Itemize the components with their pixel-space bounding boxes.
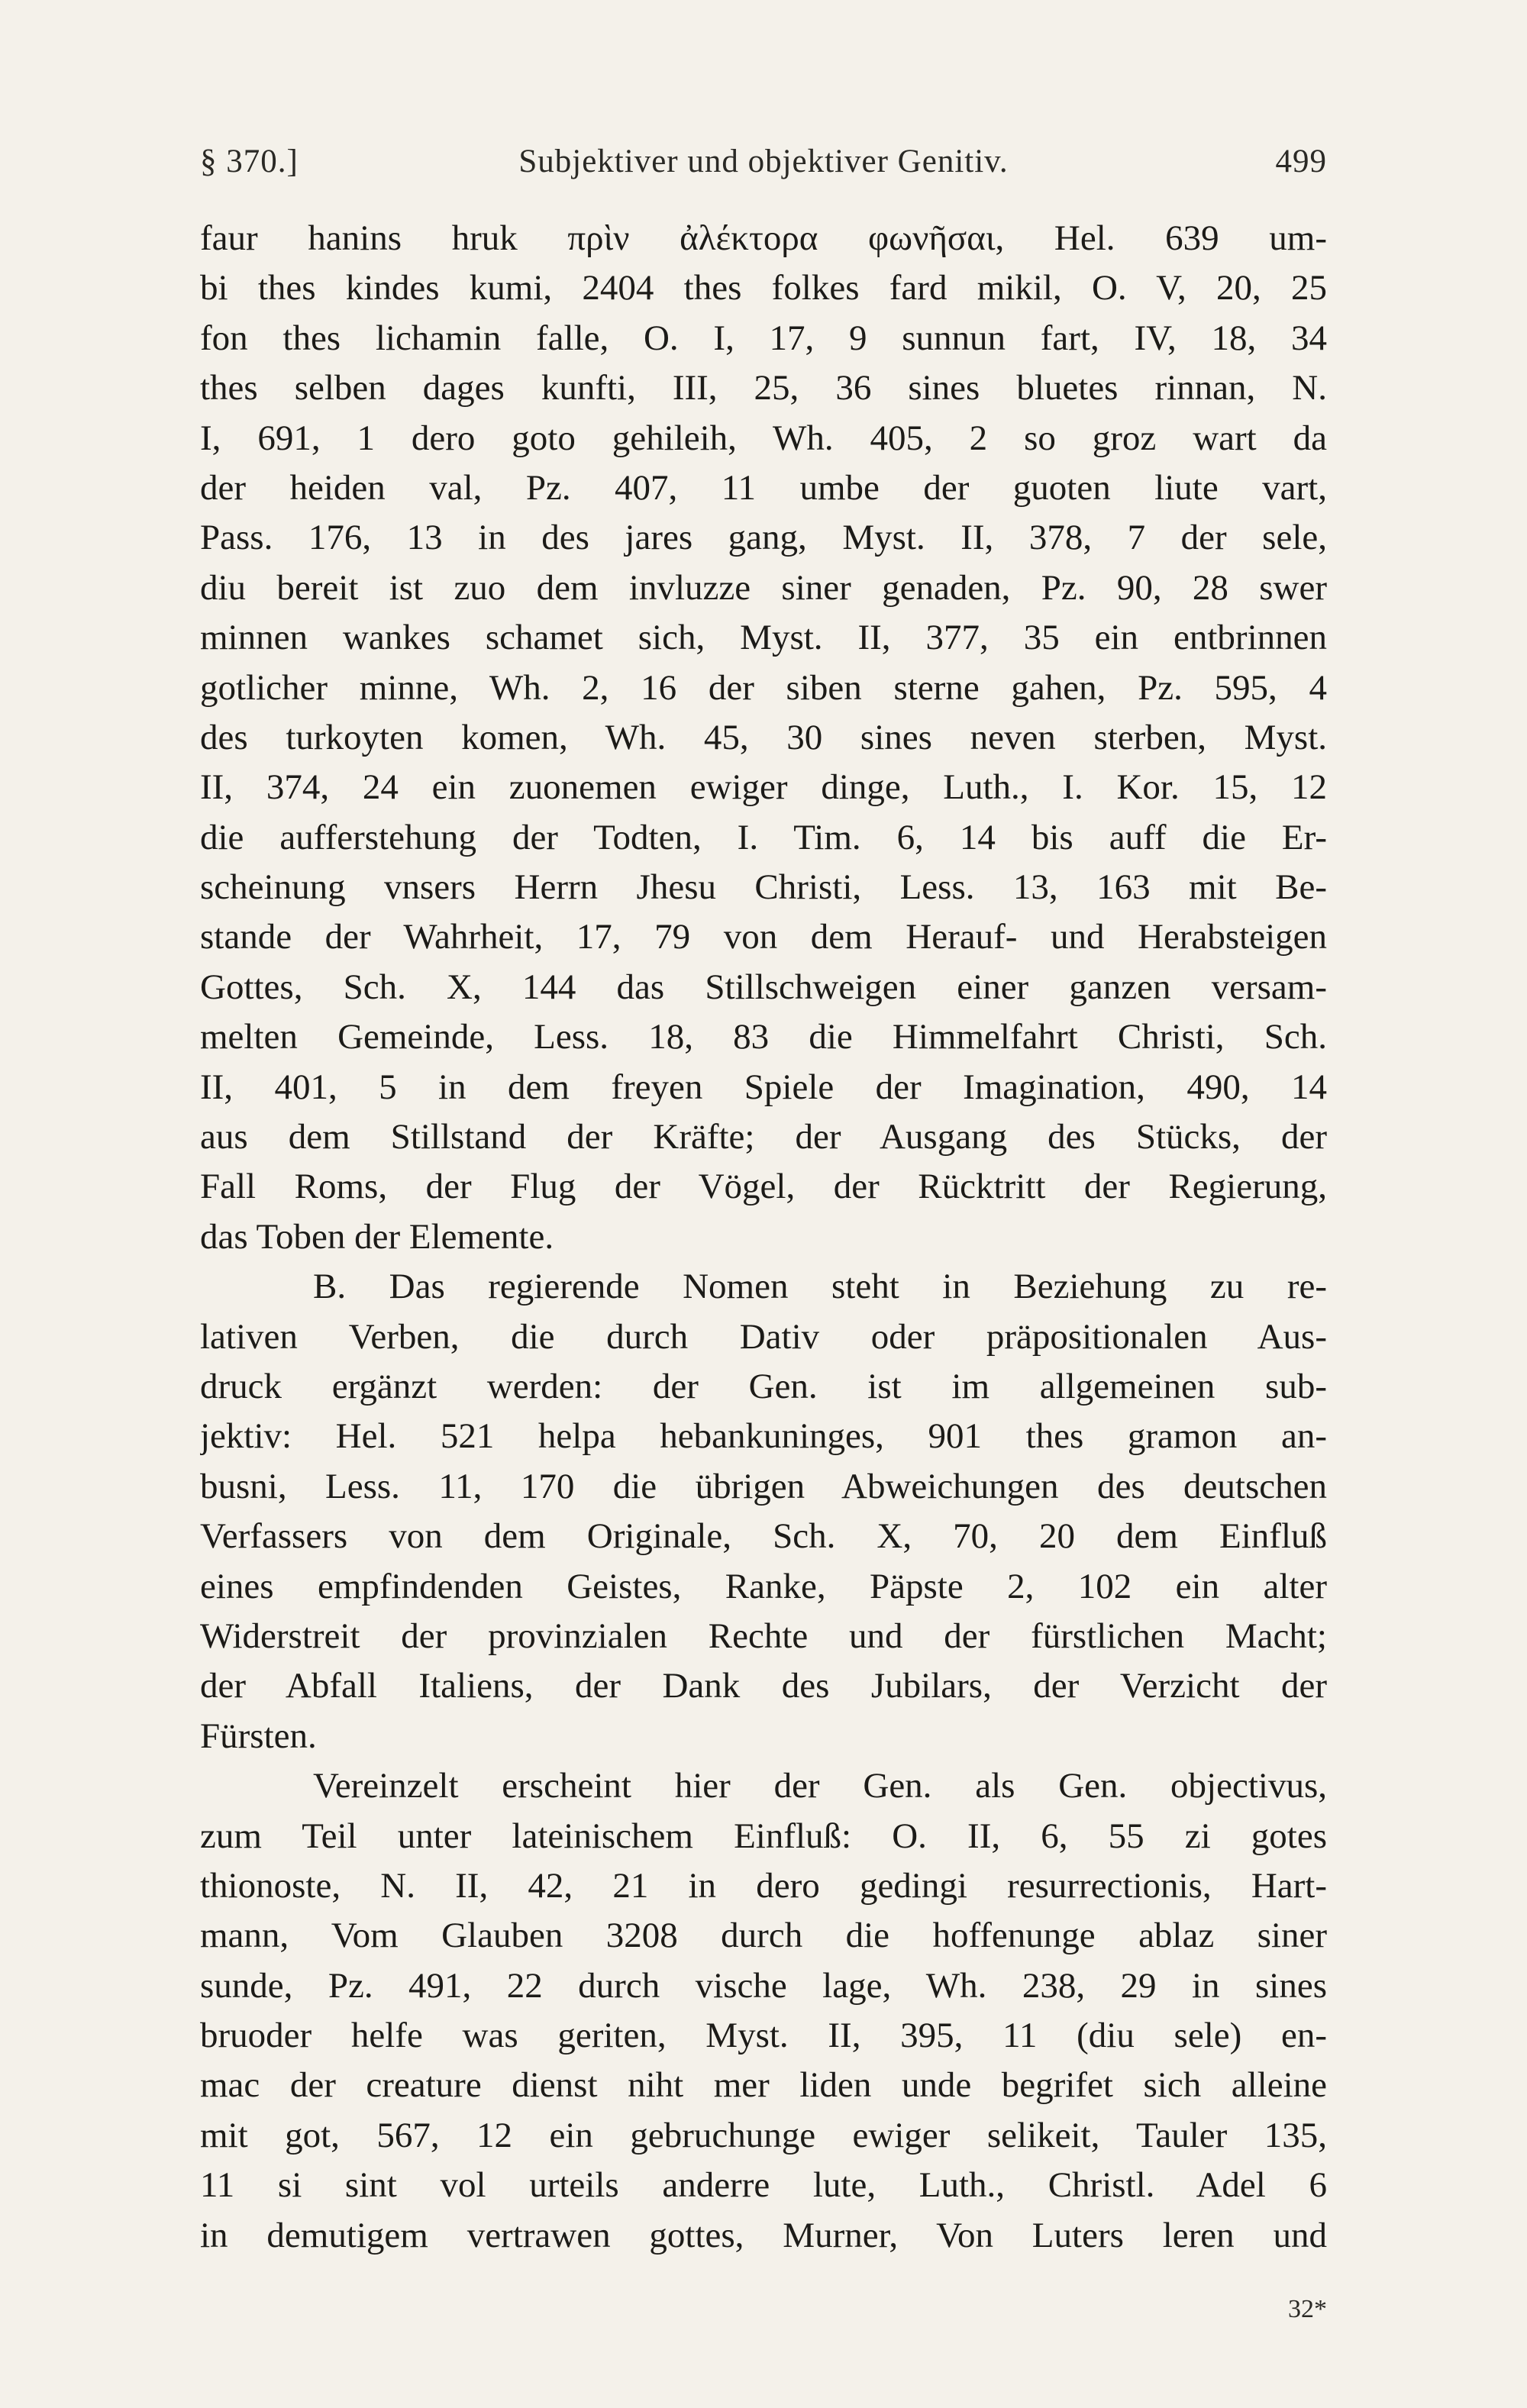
- text-line: mac der creature dienst niht mer liden unde begrifet sich alleine: [200, 2065, 1327, 2106]
- text-line: Fürsten.: [200, 1716, 317, 1756]
- text-line: diu bereit ist zuo dem invluzze siner genaden, Pz. 90, 28 swer: [200, 567, 1327, 608]
- text-line: lativen Verben, die durch Dativ oder präpositionalen Aus-: [200, 1316, 1327, 1357]
- text-line: in demutigem vertrawen gottes, Murner, Von Luters leren und: [200, 2215, 1327, 2255]
- text-line: melten Gemeinde, Less. 18, 83 die Himmelfahrt Christi, Sch.: [200, 1017, 1327, 1057]
- page-number: 499: [1275, 144, 1327, 179]
- text-line: II, 374, 24 ein zuonemen ewiger dinge, Luth., I. Kor. 15, 12: [200, 767, 1327, 808]
- text-line: bruoder helfe was geriten, Myst. II, 395, 11 (diu sele) en-: [200, 2016, 1327, 2056]
- text-line: des turkoyten komen, Wh. 45, 30 sines neven sterben, Myst.: [200, 717, 1327, 757]
- text-line: zum Teil unter lateinischem Einfluß: O. II, 6, 55 zi gotes: [200, 1816, 1327, 1856]
- text-line: Gottes, Sch. X, 144 das Stillschweigen einer ganzen versam-: [200, 967, 1327, 1007]
- text-line: sunde, Pz. 491, 22 durch vische lage, Wh. 238, 29 in sines: [200, 1965, 1327, 2006]
- paragraph-start-line: B. Das regierende Nomen steht in Beziehung zu re-: [313, 1267, 1327, 1307]
- text-line: Pass. 176, 13 in des jares gang, Myst. II, 378, 7 der sele,: [200, 518, 1327, 558]
- text-line: jektiv: Hel. 521 helpa hebankuninges, 901 thes gramon an-: [200, 1416, 1327, 1457]
- text-line: 11 si sint vol urteils anderre lute, Luth., Christl. Adel 6: [200, 2165, 1327, 2206]
- text-line: der heiden val, Pz. 407, 11 umbe der guoten liute vart,: [200, 467, 1327, 508]
- text-line: der Abfall Italiens, der Dank des Jubilars, der Verzicht der: [200, 1666, 1327, 1706]
- signature-mark: 32*: [1288, 2295, 1327, 2323]
- paragraph-start-line: Vereinzelt erscheint hier der Gen. als Gen. objectivus,: [313, 1766, 1327, 1806]
- text-line: gotlicher minne, Wh. 2, 16 der siben sterne gahen, Pz. 595, 4: [200, 667, 1327, 708]
- text-line: I, 691, 1 dero goto gehileih, Wh. 405, 2 so groz wart da: [200, 418, 1327, 458]
- text-line: minnen wankes schamet sich, Myst. II, 377, 35 ein entbrinnen: [200, 618, 1327, 658]
- text-line: aus dem Stillstand der Kräfte; der Ausgang des Stücks, der: [200, 1117, 1327, 1157]
- text-line: eines empfindenden Geistes, Ranke, Päpste 2, 102 ein alter: [200, 1566, 1327, 1606]
- text-line: Fall Roms, der Flug der Vögel, der Rücktritt der Regierung,: [200, 1167, 1327, 1207]
- text-line: mann, Vom Glauben 3208 durch die hoffenunge ablaz siner: [200, 1916, 1327, 1956]
- text-line: druck ergänzt werden: der Gen. ist im allgemeinen sub-: [200, 1366, 1327, 1406]
- text-line: bi thes kindes kumi, 2404 thes folkes fard mikil, O. V, 20, 25: [200, 268, 1327, 308]
- running-title: Subjektiver und objektiver Genitiv.: [518, 144, 1009, 179]
- page-body: [200, 214, 1327, 2261]
- text-line: II, 401, 5 in dem freyen Spiele der Imagination, 490, 14: [200, 1067, 1327, 1107]
- text-line: thionoste, N. II, 42, 21 in dero gedingi resurrectionis, Hart-: [200, 1865, 1327, 1906]
- text-line: stande der Wahrheit, 17, 79 von dem Herauf- und Herabsteigen: [200, 917, 1327, 957]
- text-line: Widerstreit der provinzialen Rechte und der fürstlichen Macht;: [200, 1616, 1327, 1656]
- text-line: die aufferstehung der Todten, I. Tim. 6, 14 bis auff die Er-: [200, 817, 1327, 857]
- running-head: [200, 137, 1327, 186]
- text-line: faur hanins hruk πρὶν ἀλέκτορα φωνῆσαι, Hel. 639 um-: [200, 218, 1327, 258]
- text-line: busni, Less. 11, 170 die übrigen Abweichungen des deutschen: [200, 1466, 1327, 1506]
- section-number: § 370.]: [200, 144, 299, 179]
- text-line: fon thes lichamin falle, O. I, 17, 9 sunnun fart, IV, 18, 34: [200, 318, 1327, 358]
- text-line: scheinung vnsers Herrn Jhesu Christi, Less. 13, 163 mit Be-: [200, 867, 1327, 908]
- text-line: thes selben dages kunfti, III, 25, 36 sines bluetes rinnan, N.: [200, 368, 1327, 408]
- text-line: das Toben der Elemente.: [200, 1216, 554, 1257]
- text-line: mit got, 567, 12 ein gebruchunge ewiger selikeit, Tauler 135,: [200, 2115, 1327, 2155]
- text-line: Verfassers von dem Originale, Sch. X, 70, 20 dem Einfluß: [200, 1516, 1327, 1557]
